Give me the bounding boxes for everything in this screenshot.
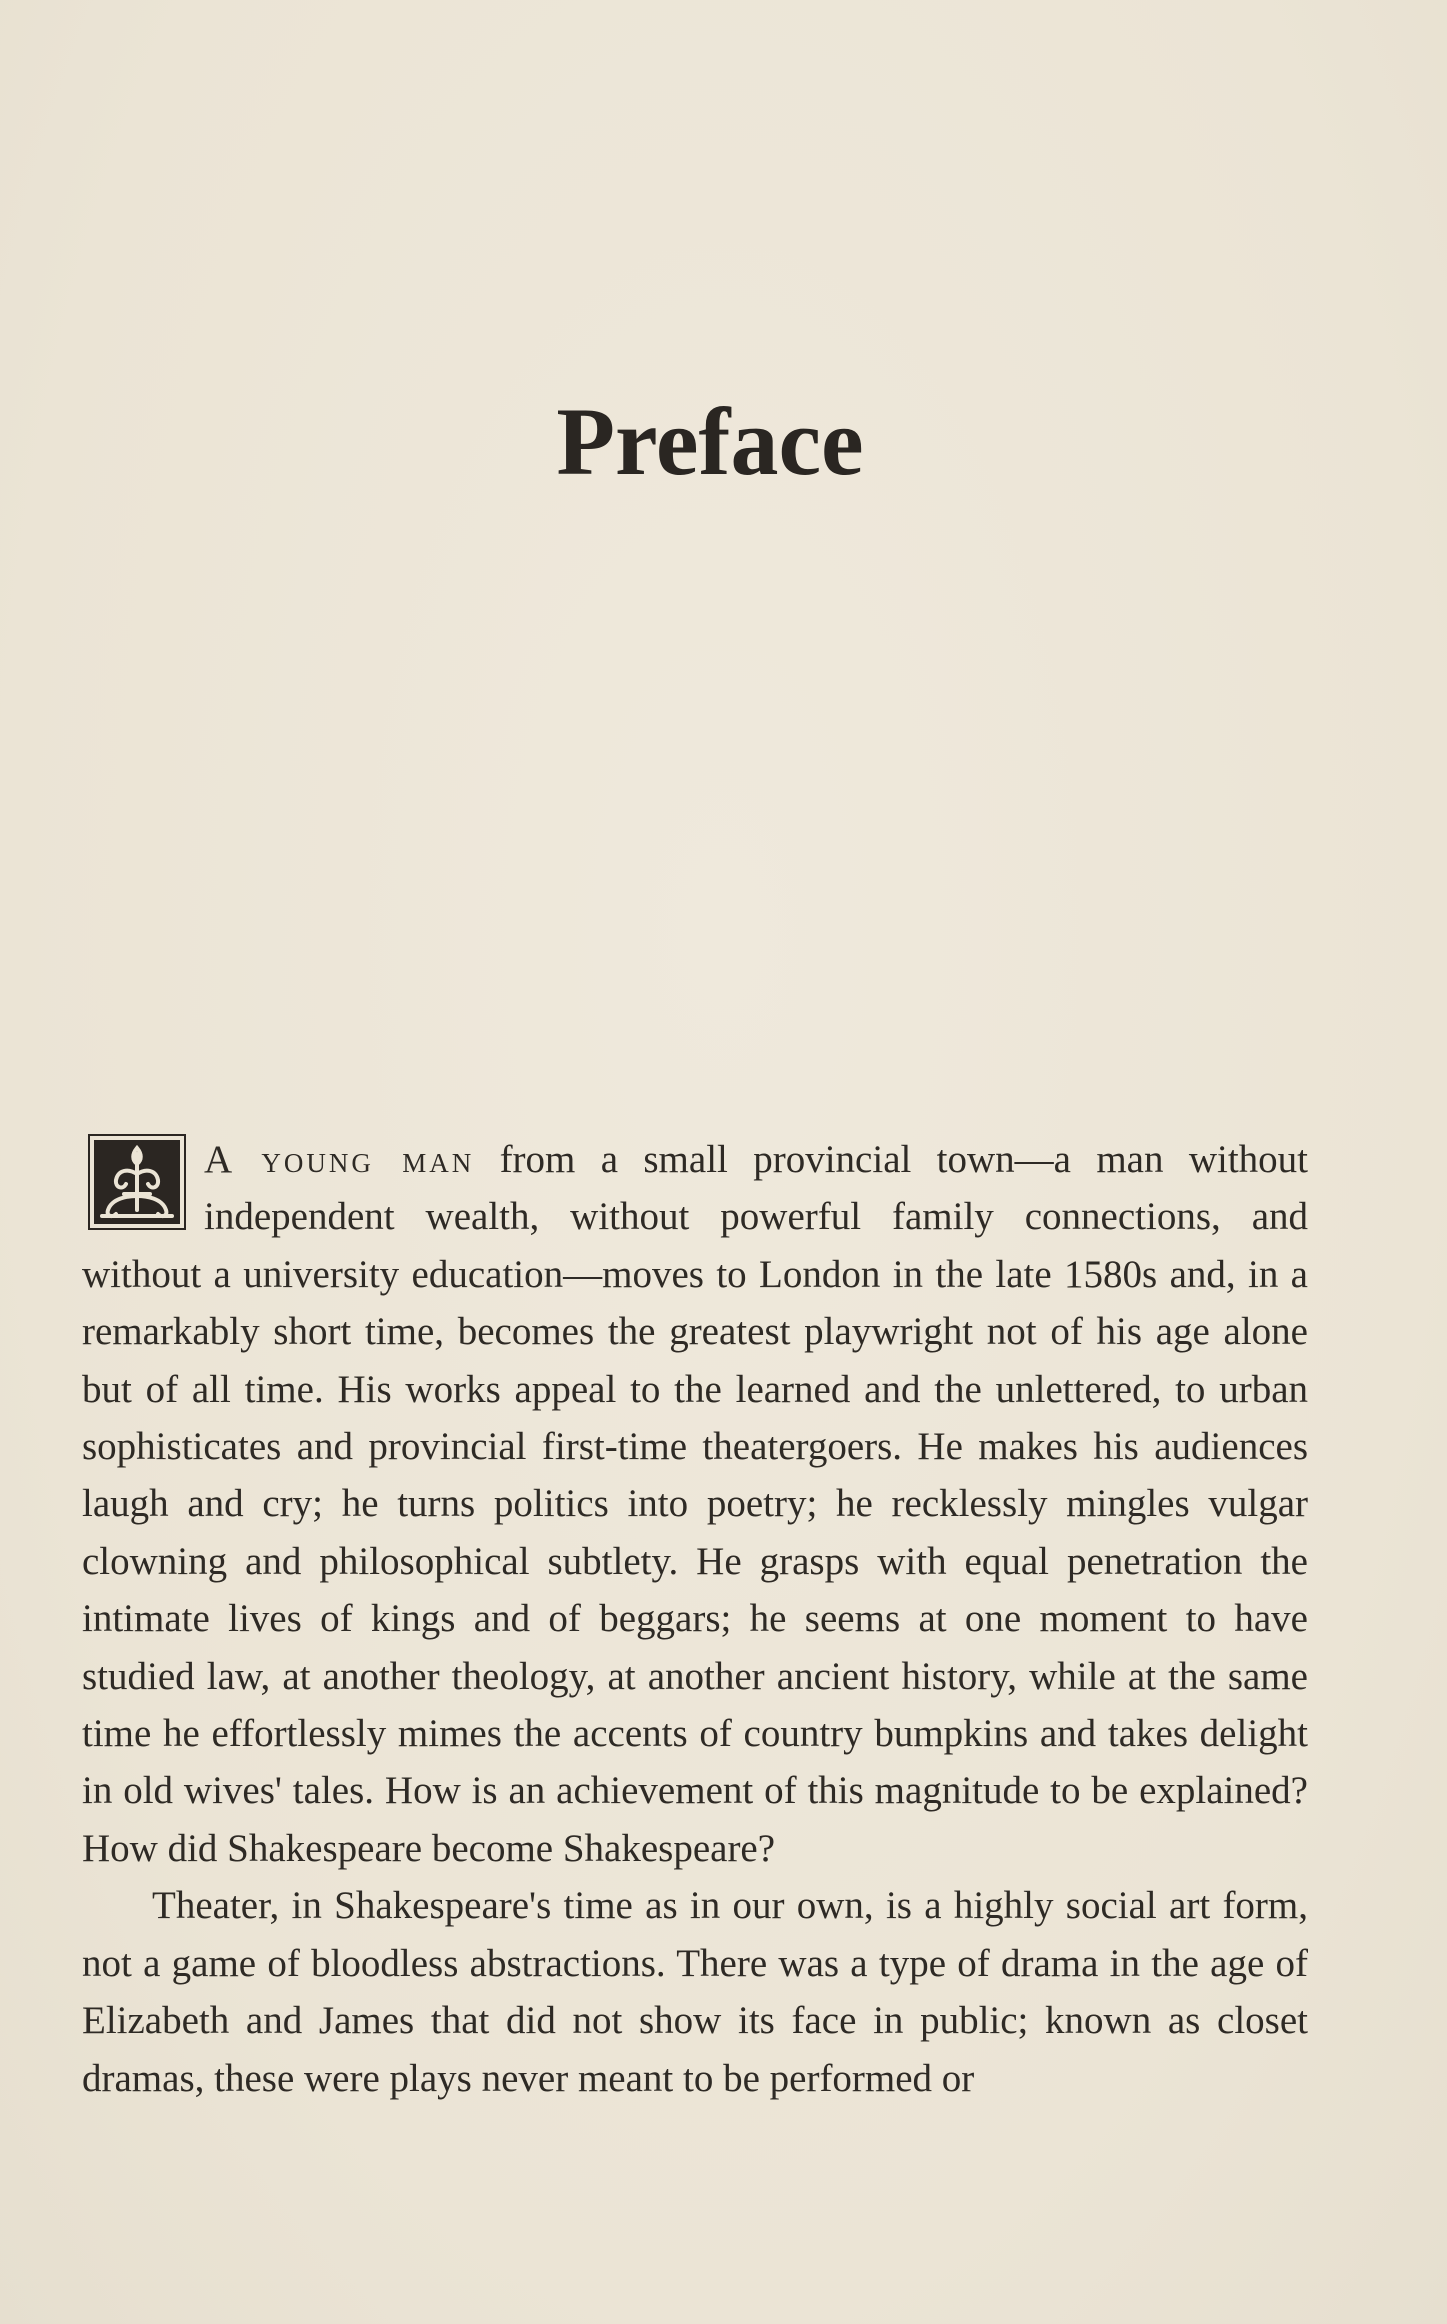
- paragraph-2: Theater, in Shakespeare's time as in our own, is a highly social art form, not a game of bloodless abstractions. There was a type of drama in the age of Elizabeth and James that did not show its face in public; known as closet dramas, these were plays never meant to be performed or: [82, 1884, 1308, 2100]
- paragraph-1: [82, 1131, 1308, 1877]
- lead-in-small-caps: A young man: [204, 1138, 475, 1181]
- body-text: [82, 1131, 1308, 2107]
- paragraph-1-text: from a small provincial town—a man without independent wealth, without powerful family connections, and without a university education—moves to London in the late 1580s and, in a remarkably short time, becomes the greatest playwright not of his age alone but of all time. His works appeal to the learned and the unlettered, to urban sophisticates and provincial first-time theatergoers. He makes his audiences laugh and cry; he turns politics into poetry; he recklessly mingles vulgar clowning and philosophical subtlety. He grasps with equal penetration the intimate lives of kings and of beggars; he seems at one moment to have studied law, at another theology, at another ancient history, while at the same time he effortlessly mimes the accents of country bumpkins and takes delight in old wives' tales. How is an achievement of this magnitude to be explained? How did Shakespeare become Shakespeare?: [82, 1138, 1309, 1870]
- fleur-de-lis-ornament-icon: [88, 1134, 186, 1230]
- chapter-title: Preface: [556, 388, 864, 496]
